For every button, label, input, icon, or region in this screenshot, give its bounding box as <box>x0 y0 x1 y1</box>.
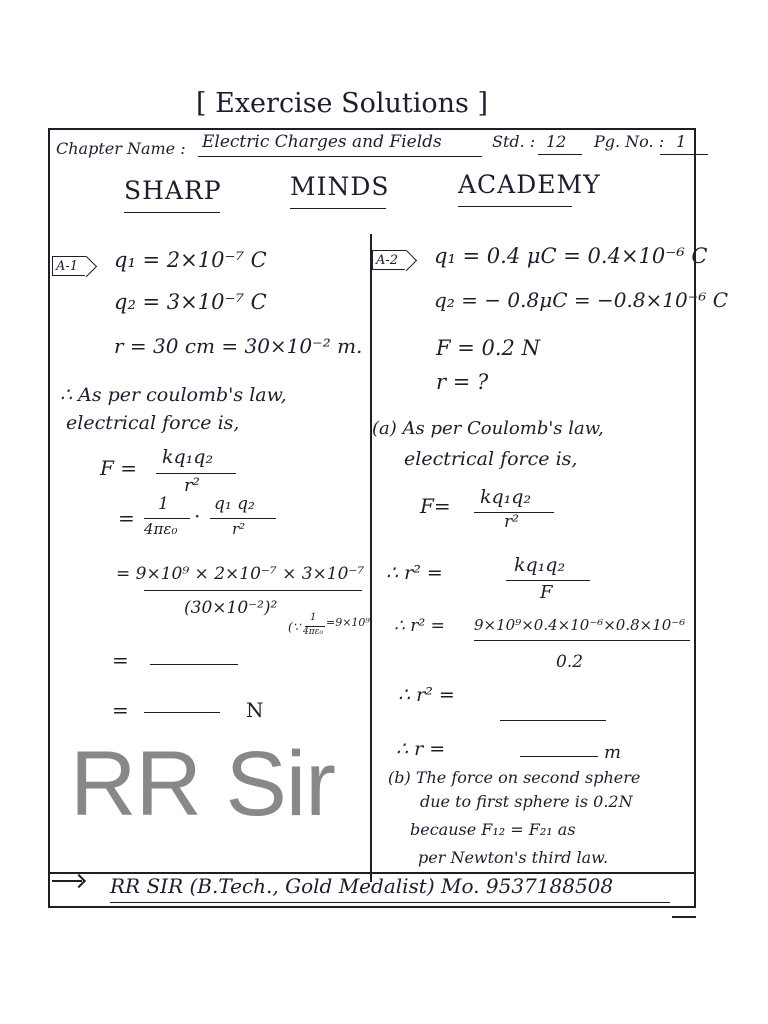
a1-law-line1: ∴ As per coulomb's law, <box>60 384 287 406</box>
a2-force-numerator: kq₁q₂ <box>480 486 532 508</box>
std-underline <box>538 154 582 155</box>
a1-force-unit: N <box>246 698 264 722</box>
a1-eq3-note-denominator: 4πε₀ <box>303 627 324 637</box>
a2-r2-lhs: ∴ r² = <box>386 562 443 584</box>
a1-eq5-answer-blank <box>144 712 220 713</box>
a1-q1: q₁ = 2×10⁻⁷ C <box>114 248 267 272</box>
page-title: [ Exercise Solutions ] <box>196 88 488 119</box>
corner-mark <box>672 916 696 918</box>
page-number-value: 1 <box>676 132 687 151</box>
a2-force-given: F = 0.2 N <box>436 336 540 360</box>
a2-r2b-numerator: 9×10⁹×0.4×10⁻⁶×0.8×10⁻⁶ <box>474 616 686 634</box>
a2-r2-denominator: F <box>540 582 553 603</box>
academy-minds-underline <box>290 208 386 209</box>
answer-tag-a1: A-1 <box>52 256 86 276</box>
chapter-name: Electric Charges and Fields <box>202 132 442 152</box>
footer-arrow-icon <box>52 880 82 882</box>
a1-q2: q₂ = 3×10⁻⁷ C <box>114 290 267 314</box>
chapter-underline <box>198 156 482 157</box>
a2-law-line2: electrical force is, <box>404 448 578 470</box>
a1-eq3-note-numerator: 1 <box>310 612 317 623</box>
a1-force-denominator: r² <box>184 475 200 496</box>
answer-tag-a2: A-2 <box>372 250 406 270</box>
a1-eq3-note-value: =9×10⁹ <box>326 616 370 629</box>
a2-law-line1: (a) As per Coulomb's law, <box>372 418 604 439</box>
a1-force-fraction-bar <box>156 473 236 474</box>
a1-distance: r = 30 cm = 30×10⁻² m. <box>114 334 363 358</box>
watermark-text: RR Sir <box>70 733 335 835</box>
academy-academy-underline <box>458 206 572 207</box>
a2-r2c-lhs: ∴ r² = <box>398 684 455 706</box>
a1-eq3-bar <box>144 590 362 591</box>
a1-eq3-denominator: (30×10⁻²)² <box>184 598 278 618</box>
footer-underline <box>110 902 670 903</box>
a1-eq4-answer-blank <box>150 664 238 665</box>
column-divider <box>370 234 372 882</box>
a1-eq2-a-numerator: 1 <box>158 494 169 514</box>
a2-r2-bar <box>506 580 590 581</box>
chapter-label: Chapter Name : <box>56 139 186 158</box>
academy-word-academy: ACADEMY <box>458 170 601 199</box>
page-number-underline <box>660 154 708 155</box>
academy-word-minds: MINDS <box>290 172 390 201</box>
std-label: Std. : <box>492 132 536 151</box>
academy-word-sharp: SHARP <box>124 176 222 205</box>
a1-force-lhs: F = <box>100 456 137 480</box>
a2-r2b-denominator: 0.2 <box>556 652 584 672</box>
a1-eq2-b-denominator: r² <box>232 520 246 538</box>
a2-part-b-line4: per Newton's third law. <box>418 848 609 867</box>
a2-force-lhs: F= <box>420 494 451 518</box>
a1-eq4-equals: = <box>112 648 129 672</box>
a1-eq2-equals: = <box>118 506 135 530</box>
a1-eq2-a-denominator: 4πε₀ <box>144 520 178 538</box>
a1-force-numerator: kq₁q₂ <box>162 446 214 468</box>
a2-distance-unknown: r = ? <box>436 370 489 394</box>
a2-part-b-line1: (b) The force on second sphere <box>388 768 641 787</box>
std-value: 12 <box>546 132 567 151</box>
a2-part-b-line2: due to first sphere is 0.2N <box>420 792 633 811</box>
a2-q1: q₁ = 0.4 μC = 0.4×10⁻⁶ C <box>434 244 708 268</box>
a2-r-final-answer-blank <box>520 756 598 757</box>
a1-eq3-note-open: (∵ <box>288 620 301 634</box>
a1-eq2-a-bar <box>144 518 190 519</box>
a1-eq3-numerator: = 9×10⁹ × 2×10⁻⁷ × 3×10⁻⁷ <box>116 564 365 584</box>
a2-r2-numerator: kq₁q₂ <box>514 554 566 576</box>
a1-eq2-dot: · <box>194 504 201 528</box>
page-number-label: Pg. No. : <box>594 132 665 151</box>
a2-distance-unit: m <box>604 742 622 763</box>
a1-eq5-equals: = <box>112 698 129 722</box>
a2-force-denominator: r² <box>504 512 519 532</box>
a2-r2b-bar <box>474 640 690 641</box>
a2-r2b-lhs: ∴ r² = <box>394 616 445 636</box>
academy-sharp-underline <box>124 212 220 213</box>
a1-eq2-b-numerator: q₁ q₂ <box>214 494 255 514</box>
a1-law-line2: electrical force is, <box>66 412 240 434</box>
a2-part-b-line3: because F₁₂ = F₂₁ as <box>410 820 576 839</box>
footer-credit: RR SIR (B.Tech., Gold Medalist) Mo. 9537188508 <box>110 874 614 898</box>
a2-q2: q₂ = − 0.8μC = −0.8×10⁻⁶ C <box>434 288 728 312</box>
a2-r-final-lhs: ∴ r = <box>396 738 446 760</box>
a1-eq2-b-bar <box>210 518 276 519</box>
a2-r2c-answer-blank <box>500 720 606 721</box>
